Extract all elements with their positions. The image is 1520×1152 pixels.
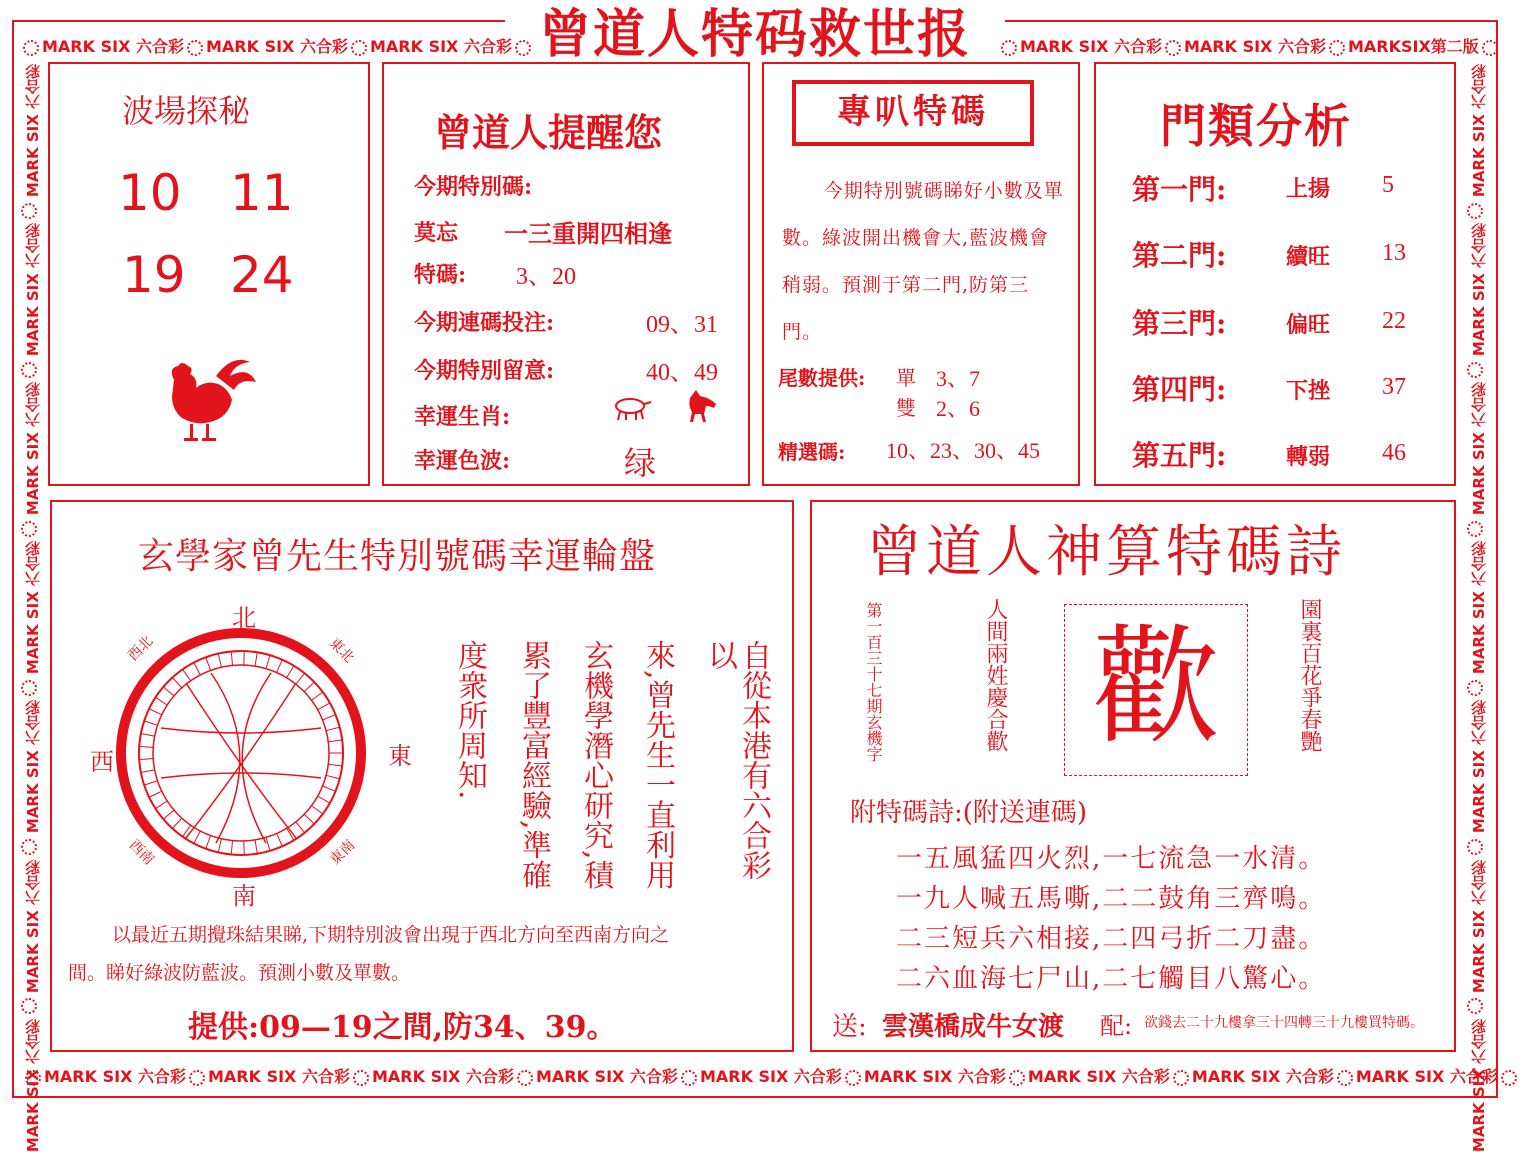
door-num-4: 37	[1382, 374, 1406, 401]
reminder-value-4: 09、31	[646, 304, 718, 339]
door-word-5: 轉弱	[1286, 440, 1330, 471]
panel5-title: 玄學家曾先生特別號碼幸運輪盤	[138, 528, 656, 579]
wheel-tick	[144, 781, 157, 785]
tail-double: 2、6	[936, 392, 980, 423]
pick-values: 10、23、30、45	[886, 434, 1040, 465]
wheel-tick	[266, 655, 270, 668]
door-word-3: 偏旺	[1286, 308, 1330, 339]
wheel-tick	[312, 692, 323, 700]
send-label: 送:	[832, 1006, 867, 1043]
wheel-tick	[231, 651, 232, 665]
reminder-label-6: 幸運生肖:	[414, 400, 510, 431]
wheel-tick	[304, 682, 314, 692]
poem-left-line: 人間兩姓慶合歡	[982, 598, 1008, 798]
right-band: MARK SIX 六合彩 MARK SIX 六合彩 MARK SIX 六合彩 MARK SIX 六合彩 MARK SIX 六合彩 MARK SIX 六合彩 MARK SIX 六合彩	[1464, 60, 1492, 1060]
wheel-tick	[139, 746, 153, 747]
wheel-tick	[328, 764, 342, 766]
wheel-tick	[318, 703, 330, 710]
door-num-3: 22	[1382, 308, 1406, 335]
wheel-column-2: 來,曾先生一直利用	[640, 640, 674, 900]
poem-attach: 附特碼詩:(附送連碼)	[850, 792, 1087, 829]
panel3-title: 專叭特碼	[792, 80, 1034, 146]
wheel-tick	[296, 673, 305, 684]
wheel-column-5: 度衆所周知.	[452, 640, 486, 900]
wheel-column-3: 玄機學潛心研究,積	[578, 640, 612, 900]
wheel-tick	[183, 669, 191, 680]
panel-special	[762, 62, 1080, 486]
send-text: 雲漢橋成牛女渡	[882, 1006, 1064, 1043]
door-label-1: 第一門:	[1132, 168, 1226, 208]
number-4: 24	[230, 246, 294, 304]
dir-southeast: 東南	[325, 835, 359, 869]
reminder-label-4: 今期連碼投注:	[414, 306, 554, 337]
big-char: 歡	[1065, 605, 1247, 771]
wheel-tick	[163, 810, 174, 819]
dir-southwest: 西南	[125, 835, 159, 869]
dir-northeast: 東北	[325, 633, 359, 667]
wheel-tick	[141, 734, 155, 737]
wheel-tick	[144, 721, 157, 725]
reminder-label-7: 幸運色波:	[414, 444, 510, 475]
reminder-label-5: 今期特別留意:	[414, 354, 554, 385]
wheel-tick	[149, 709, 162, 715]
wheel-tick	[255, 840, 257, 854]
rooster-icon	[156, 350, 256, 446]
wheel-tick	[231, 841, 232, 855]
wheel-tick	[149, 791, 162, 797]
tail-single-label: 單	[896, 362, 916, 391]
door-num-5: 46	[1382, 440, 1406, 467]
poem-line-3: 二三短兵六相接,二四弓折二刀盡。	[896, 918, 1326, 955]
wheel-tick	[206, 657, 211, 670]
left-band: MARK SIX 六合彩 MARK SIX 六合彩 MARK SIX 六合彩 MARK SIX 六合彩 MARK SIX 六合彩 MARK SIX 六合彩 MARK SIX 六合彩	[18, 60, 46, 1060]
wheel-provide: 提供:09—19之間,防34、39。	[188, 1002, 617, 1046]
panel-wheel	[50, 500, 794, 1052]
wheel-tick	[141, 770, 155, 773]
lucky-wheel	[116, 628, 366, 878]
pig-icon	[610, 392, 654, 422]
horse-icon	[684, 388, 724, 422]
door-word-1: 上揚	[1286, 172, 1330, 203]
poem-issue: 第一百三十七期玄機字	[864, 602, 882, 802]
wheel-tick	[277, 833, 283, 846]
wheel-tick	[323, 786, 336, 791]
door-label-2: 第二門:	[1132, 234, 1226, 274]
match-label: 配:	[1100, 1006, 1132, 1041]
panel-reminder	[382, 62, 750, 486]
door-label-5: 第五門:	[1132, 434, 1226, 474]
door-label-3: 第三門:	[1132, 302, 1226, 342]
reminder-value-3: 3、20	[516, 256, 576, 291]
poem-line-4: 二六血海七尸山,二七觸目八驚心。	[896, 958, 1326, 995]
top-left-band: MARK SIX 六合彩 MARK SIX 六合彩 MARK SIX 六合彩	[20, 34, 500, 56]
number-1: 10	[118, 164, 182, 222]
wheel-tick	[266, 837, 270, 850]
reminder-value-7: 绿	[624, 438, 656, 484]
wheel-tick	[194, 663, 200, 675]
wheel-tick	[326, 775, 340, 779]
door-num-2: 13	[1382, 240, 1406, 267]
wheel-column-4: 累了豐富經驗,準確	[516, 640, 550, 900]
dir-northwest: 西北	[123, 631, 157, 665]
door-word-4: 下挫	[1286, 374, 1330, 405]
wheel-tick	[277, 660, 283, 673]
reminder-label-2: 莫忘	[414, 216, 458, 247]
number-3: 19	[122, 246, 186, 304]
match-text: 欲錢去二十九樓拿三十四轉三十九樓買特碼。	[1144, 1012, 1424, 1032]
reminder-label-3: 特碼:	[414, 258, 466, 289]
wheel-tick	[183, 825, 191, 836]
panel6-title: 曾道人神算特碼詩	[866, 508, 1346, 588]
wheel-tick	[194, 831, 200, 843]
bottom-band: MARK SIX 六合彩 MARK SIX 六合彩 MARK SIX 六合彩 MARK SIX 六合彩 MARK SIX 六合彩 MARK SIX 六合彩 MARK SIX 六合彩 MARK SIX 六合彩 MARK SIX 六合彩	[22, 1064, 1492, 1086]
tail-label: 尾數提供:	[778, 362, 865, 391]
poem-line-2: 一九人喊五馬嘶,二二鼓角三齊鳴。	[896, 878, 1326, 915]
door-label-4: 第四門:	[1132, 368, 1226, 408]
wheel-tick	[139, 759, 153, 760]
wheel-tick	[296, 822, 305, 833]
wheel-tick	[218, 839, 221, 853]
panel-doors	[1094, 62, 1456, 486]
wheel-tick	[323, 715, 336, 720]
wheel-tick	[326, 727, 340, 731]
wheel-tick	[255, 652, 257, 666]
dir-east: 東	[388, 736, 412, 771]
wheel-tick	[312, 806, 323, 814]
reminder-value-5: 40、49	[646, 352, 718, 387]
top-right-band: MARK SIX 六合彩 MARK SIX 六合彩 MARKSIX第二版	[998, 34, 1488, 56]
tail-single: 3、7	[936, 362, 980, 393]
door-num-1: 5	[1382, 172, 1394, 199]
wheel-text-1: 以最近五期攪珠結果睇,下期特別波會出現于西北方向至西南方向之	[112, 920, 669, 947]
reminder-label-1: 今期特別碼:	[414, 170, 532, 201]
wheel-tick	[172, 818, 181, 828]
tail-double-label: 雙	[896, 392, 916, 421]
panel3-text: 今期特別號碼睇好小數及單數。綠波開出機會大,藍波機會稍弱。預測于第二門,防第三門。	[782, 168, 1068, 356]
big-char-box	[1064, 604, 1248, 776]
pick-label: 精選碼:	[778, 436, 845, 465]
door-word-2: 續旺	[1286, 240, 1330, 271]
wheel-tick	[287, 666, 294, 678]
panel-poem	[810, 500, 1456, 1052]
wheel-text-2: 間。睇好綠波防藍波。預測小數及單數。	[68, 958, 410, 985]
wheel-tick	[156, 801, 168, 809]
panel4-title: 門類分析	[1160, 90, 1352, 156]
wheel-tick	[206, 836, 211, 849]
dir-north: 北	[232, 598, 256, 633]
number-2: 11	[230, 164, 294, 222]
panel1-title: 波場探秘	[122, 86, 250, 132]
poem-right-line: 園裏百花爭春艷	[1296, 598, 1322, 798]
wheel-tick	[304, 814, 314, 824]
dir-west: 西	[90, 742, 114, 777]
panel-bochang	[48, 62, 370, 486]
dir-south: 南	[232, 876, 256, 911]
reminder-value-2: 一三重開四相逢	[504, 214, 672, 249]
wheel-tick	[218, 654, 221, 668]
wheel-tick	[318, 796, 330, 803]
wheel-tick	[156, 697, 168, 705]
wheel-tick	[328, 740, 342, 742]
wheel-tick	[163, 687, 174, 696]
wheel-tick	[172, 677, 181, 687]
panel2-title: 曾道人提醒您	[434, 102, 662, 157]
page-title: 曾道人特码救世报	[505, 2, 1005, 72]
poem-line-1: 一五風猛四火烈,一七流急一水清。	[896, 838, 1326, 875]
wheel-column-1: 自從本港有六合彩以	[702, 640, 770, 900]
